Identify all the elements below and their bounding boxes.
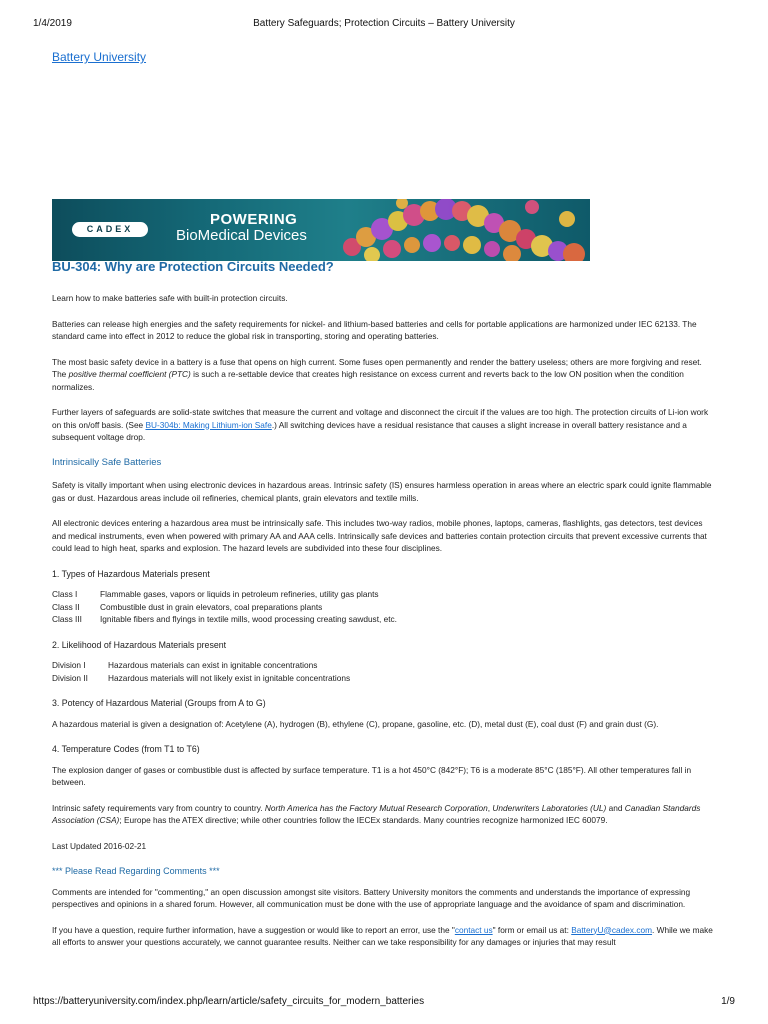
section-heading: Intrinsically Safe Batteries: [52, 456, 162, 468]
page-number: 1/9: [721, 996, 735, 1007]
table-row: Class III Ignitable fibers and flyings in textile mills, wood processing creating sawdust, etc.: [52, 614, 397, 624]
article-title: BU-304: Why are Protection Circuits Needed?: [52, 259, 334, 274]
paragraph: Safety is vitally important when using electronic devices in hazardous areas. Intrinsic safety (IS) ensures harmless operation in areas where an electric spark could ignite flammable gas or dust. Hazardous areas include oil refineries, chemical plants, grain elevators and textile mills.: [52, 480, 712, 503]
print-footer: [33, 996, 735, 1007]
site-home-link[interactable]: Battery University: [52, 50, 147, 64]
table-row: Division II Hazardous materials will not likely exist in ignitable concentrations: [52, 672, 351, 683]
article-body: [52, 292, 718, 962]
paragraph: Further layers of safeguards are solid-state switches that measure the current and voltage and disconnect the circuit if the values are too high. The protection circuits of Li-ion work on this on/off basis. (See BU-304b: Making Lithium-ion Safe.) All switching devices have a residual resistance that causes a slight increase in overall battery resistance and a subsequent voltage drop.: [52, 407, 709, 442]
table-row: Division I Hazardous materials can exist in ignitable concentrations: [52, 660, 318, 670]
intro-paragraph: Learn how to make batteries safe with built-in protection circuits.: [52, 293, 288, 303]
paragraph: Intrinsic safety requirements vary from country to country. North America has the Factory Mutual Research Corporation, Underwriters Laboratories (UL) and Canadian Standards Association (CSA); Europe has the ATEX directive; while other countries follow the IECEx standards. Many countries recognize harmonized IEC 60079.: [52, 802, 701, 825]
paragraph: Batteries can release high energies and the safety requirements for nickel- and lithium-based batteries and cells for portable applications are harmonized under IEC 62133. The standard came into effect in 2012 to reduce the global risk in transporting, storing and operating batteries.: [52, 318, 697, 341]
print-date: 1/4/2019: [33, 18, 72, 29]
last-updated: Last Updated 2016-02-21: [52, 840, 147, 851]
subheading: 2. Likelihood of Hazardous Materials present: [52, 639, 227, 650]
subheading: 1. Types of Hazardous Materials present: [52, 568, 210, 579]
paragraph: The most basic safety device in a battery is a fuse that opens on high current. Some fuses open permanently and render the battery useless; others are more forgiving and reset. The positive thermal coefficient (PTC) is such a re-settable device that creates high resistance on excess current and reverts back to the low ON position when the condition normalizes.: [52, 356, 702, 392]
bu-304b-link[interactable]: BU-304b: Making Lithium-ion Safe: [145, 419, 272, 430]
banner-headline: POWERING: [210, 211, 298, 228]
paragraph: Comments are intended for "commenting," an open discussion amongst site visitors. Battery University monitors the comments and understands the importance of expressing perspectives and opinions in a shared forum. However, all communication must be done with the use of appropriate language and the avoidance of spam and discrimination.: [52, 886, 691, 909]
paragraph: All electronic devices entering a hazardous area must be intrinsically safe. This includes two-way radios, mobile phones, laptops, cameras, flashlights, gas detectors, test devices and medical instruments, even when powered with primary AA and AAA cells. Intrinsically safe devices and batteries contain protection circuits that prevent excessive currents that could lead to high heat, sparks and explosion. The hazard levels are subdivided into these four disciplines.: [52, 518, 707, 553]
table-row: Class I Flammable gases, vapors or liquids in petroleum refineries, utility gas plants: [52, 589, 379, 599]
cadex-logo: CADEX: [72, 222, 148, 237]
comments-heading: *** Please Read Regarding Comments ***: [52, 866, 220, 876]
print-url: https://batteryuniversity.com/index.php/learn/article/safety_circuits_for_modern_batteries: [33, 996, 425, 1007]
subheading: 4. Temperature Codes (from T1 to T6): [52, 744, 200, 754]
contact-us-link[interactable]: contact us: [454, 924, 493, 935]
paragraph: If you have a question, require further information, have a suggestion or would like to report an error, use the "contact us" form or email us at: BatteryU@cadex.com. While we make all efforts to answer your questions accurately, we cannot guarantee results. Neither can we take responsibility for any damages or injuries that may result: [52, 924, 713, 947]
division-table: [52, 659, 350, 684]
table-row: Class II Combustible dust in grain elevators, coal preparations plants: [52, 601, 323, 612]
print-header: [33, 18, 735, 29]
email-link[interactable]: BatteryU@cadex.com: [571, 924, 653, 935]
class-table: [52, 588, 397, 626]
print-title: Battery Safeguards; Protection Circuits – Battery University: [253, 18, 515, 29]
cadex-banner-ad[interactable]: [52, 199, 590, 261]
paragraph: The explosion danger of gases or combustible dust is affected by surface temperature. T1 is a hot 450°C (842°F); T6 is a moderate 85°C (185°F). All other temperatures fall in between.: [52, 764, 692, 787]
subheading: 3. Potency of Hazardous Material (Groups from A to G): [52, 698, 266, 708]
paragraph: A hazardous material is given a designation of: Acetylene (A), hydrogen (B), ethylene (C), propane, gasoline, etc. (D), metal dust (E), coal dust (F) and grain dust (G).: [52, 718, 659, 729]
banner-subheadline: BioMedical Devices: [176, 227, 307, 244]
